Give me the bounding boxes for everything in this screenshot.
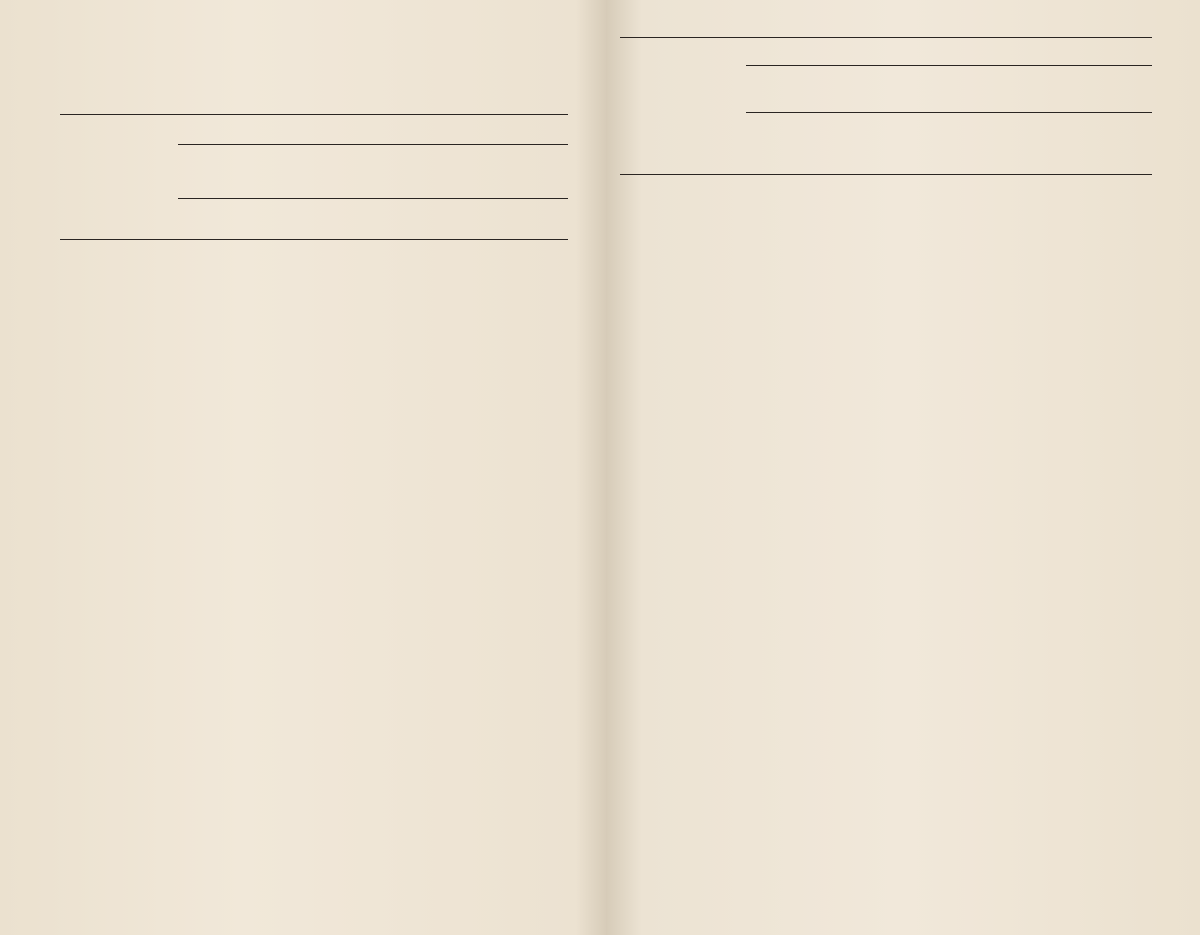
header-sub-rule	[178, 144, 568, 145]
table-top-rule	[60, 114, 568, 115]
right-header-bottom-rule	[620, 174, 1152, 175]
right-header-sub-rule	[746, 65, 1152, 66]
right-page	[606, 0, 1200, 935]
right-header-mid-rule	[746, 112, 1152, 113]
header-mid-rule	[178, 198, 568, 199]
right-table-top-rule	[620, 37, 1152, 38]
figure-2-charts	[606, 400, 1200, 830]
header-bottom-rule	[60, 239, 568, 240]
